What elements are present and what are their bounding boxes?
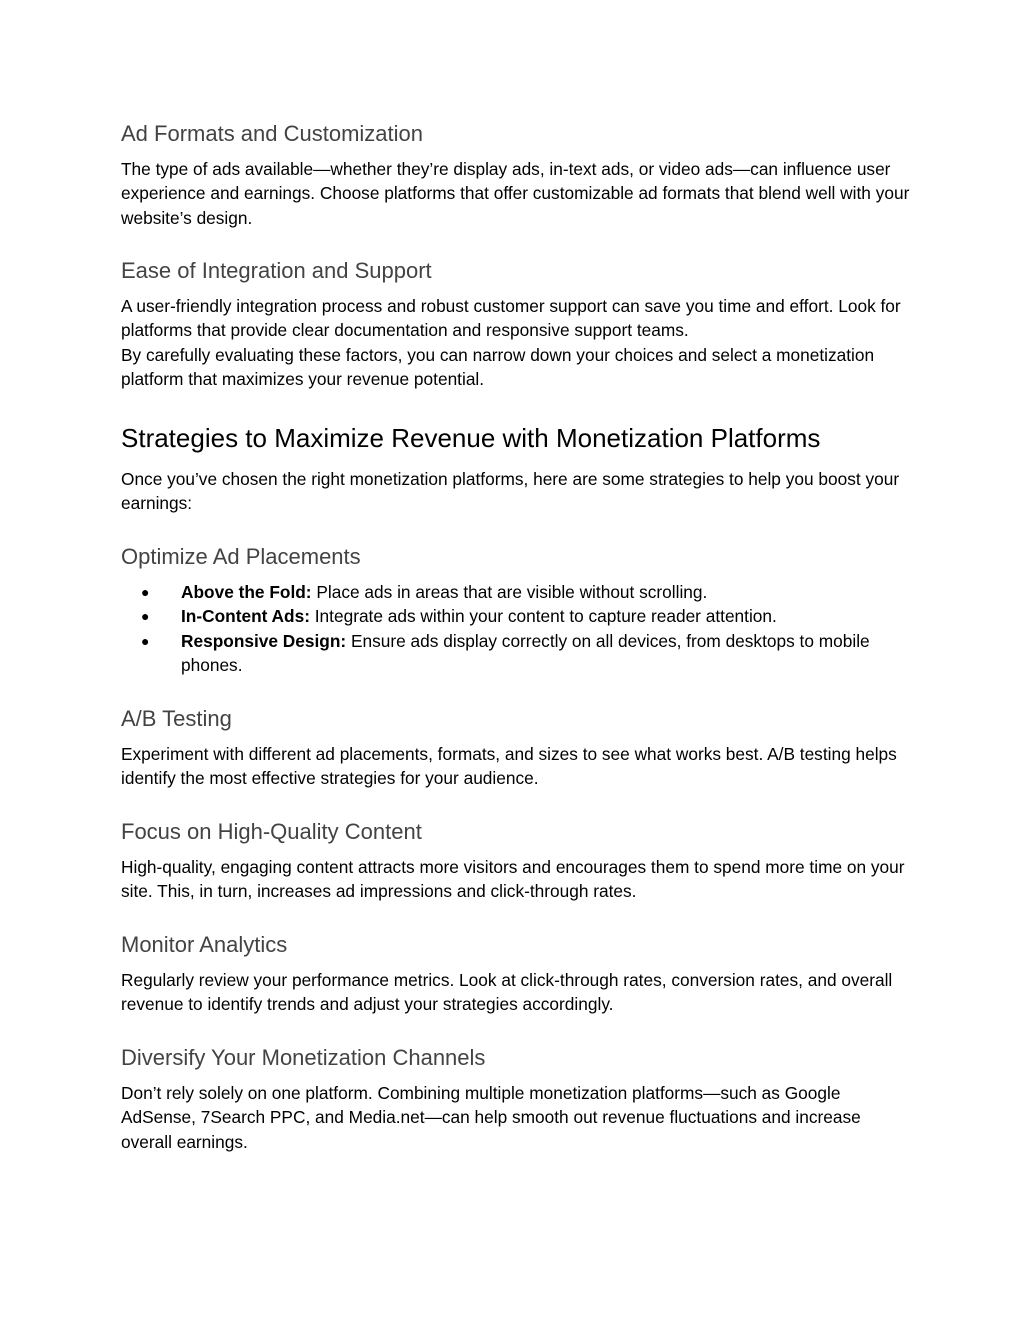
section-heading-content: Focus on High-Quality Content	[121, 819, 422, 844]
bullet-icon: ●	[141, 584, 150, 600]
list-item-term: Responsive Design:	[181, 630, 347, 651]
section-heading-ad-formats: Ad Formats and Customization	[121, 121, 424, 146]
section-heading-integration: Ease of Integration and Support	[121, 258, 432, 283]
list-item	[121, 604, 911, 628]
section-body-diversify: Don’t rely solely on one platform. Combining multiple monetization platforms—such as Google AdSense, 7Search PPC, and Media.net—can help smooth out revenue fluctuations and increase overall earnings.	[121, 1083, 861, 1152]
bullet-icon: ●	[141, 632, 150, 649]
list-item-text: Integrate ads within your content to capture reader attention.	[309, 606, 777, 627]
placements-list	[121, 580, 911, 678]
list-item	[121, 580, 911, 604]
bullet-icon: ●	[141, 608, 150, 625]
list-item-term: In-Content Ads:	[181, 606, 310, 627]
section-heading-analytics: Monitor Analytics	[121, 932, 288, 957]
section-body-analytics: Regularly review your performance metrics. Look at click-through rates, conversion rates, and overall revenue to identify trends and adjust your strategies accordingly.	[121, 970, 893, 1015]
list-item-text: Ensure ads display correctly on all devices, from desktops to mobile phones.	[181, 630, 870, 676]
list-item-term: Above the Fold:	[181, 582, 312, 602]
list-item-text: Place ads in areas that are visible without scrolling.	[311, 582, 708, 602]
list-item	[121, 629, 911, 678]
main-heading-strategies: Strategies to Maximize Revenue with Monetization Platforms	[121, 423, 821, 453]
main-intro: Once you’ve chosen the right monetization platforms, here are some strategies to help you boost your earnings:	[121, 469, 900, 514]
section-body-integration: A user-friendly integration process and robust customer support can save you time and effort. Look for platforms that provide clear documentation and responsive support teams.	[121, 296, 901, 341]
section-heading-diversify: Diversify Your Monetization Channels	[121, 1045, 486, 1070]
section-heading-placements: Optimize Ad Placements	[121, 544, 361, 569]
section-body-content: High-quality, engaging content attracts more visitors and encourages them to spend more time on your site. This, in turn, increases ad impressions and click-through rates.	[121, 857, 905, 902]
section-body-ab-testing: Experiment with different ad placements, formats, and sizes to see what works best. A/B testing helps identify the most effective strategies for your audience.	[121, 744, 897, 789]
section-body-integration-summary: By carefully evaluating these factors, you can narrow down your choices and select a monetization platform that maximizes your revenue potential.	[121, 345, 875, 390]
section-heading-ab-testing: A/B Testing	[121, 706, 232, 731]
section-body-ad-formats: The type of ads available—whether they’re display ads, in-text ads, or video ads—can influence user experience and earnings. Choose platforms that offer customizable ad formats that blend well with your website’s design.	[121, 159, 910, 228]
